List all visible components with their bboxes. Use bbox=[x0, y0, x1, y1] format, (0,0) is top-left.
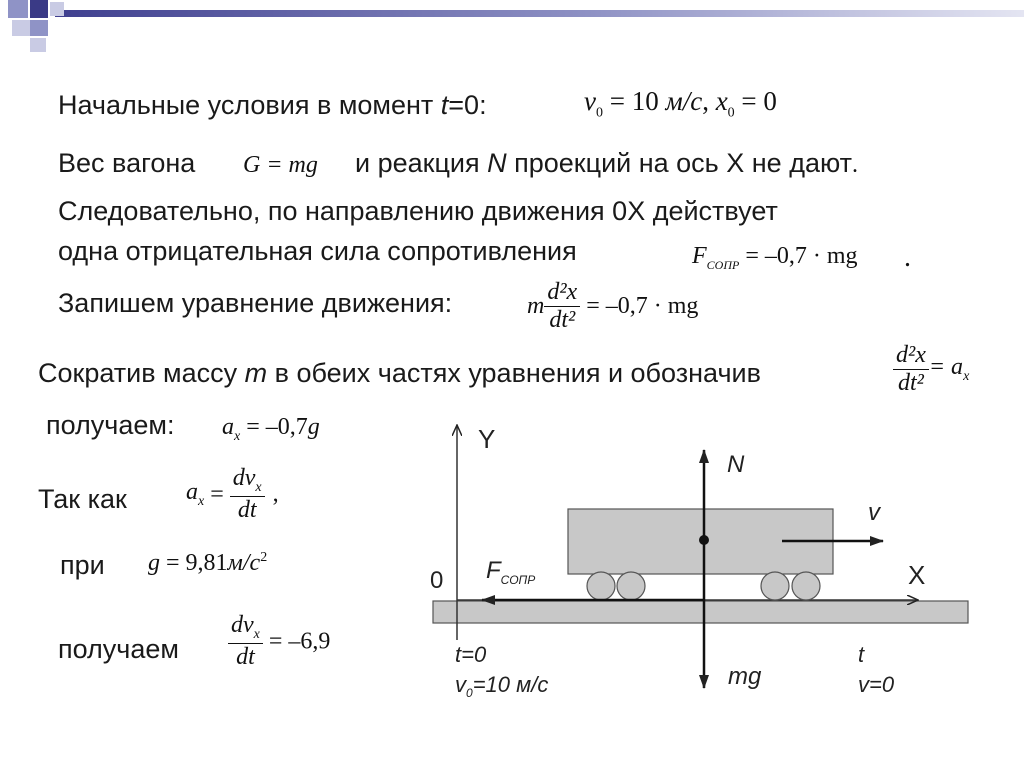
resistance-f: F bbox=[486, 557, 501, 584]
x-subscript: 0 bbox=[727, 105, 735, 121]
time-symbol: t bbox=[440, 90, 449, 120]
origin-label: 0 bbox=[430, 567, 444, 594]
wheel bbox=[617, 572, 645, 600]
unit-superscript: 2 bbox=[260, 550, 268, 565]
equals-sign: = bbox=[204, 481, 230, 508]
fraction-numerator: d²x bbox=[544, 280, 580, 307]
velocity-label: v bbox=[868, 499, 880, 526]
a-symbol: a bbox=[186, 479, 198, 506]
iv-v: v bbox=[455, 672, 466, 697]
x-symbol: x bbox=[715, 86, 728, 116]
resistance-force-label bbox=[486, 557, 535, 587]
time-value: =0 bbox=[448, 90, 480, 120]
mass-symbol: m bbox=[527, 293, 545, 320]
velocity-derivative-value: = –6,9 bbox=[262, 628, 331, 655]
a-subscript: x bbox=[198, 494, 205, 510]
since-label: Так как bbox=[38, 484, 127, 514]
equation-of-motion-label: Запишем уравнение движения: bbox=[58, 288, 453, 318]
formula-comma: , bbox=[702, 86, 716, 116]
normal-force-label: N bbox=[727, 451, 745, 478]
g-symbol: g bbox=[307, 414, 320, 440]
colon: : bbox=[479, 90, 487, 120]
consequently-text: Следовательно, по направлению движения 0X действует bbox=[58, 196, 778, 226]
weight-formula: G = mg bbox=[243, 152, 318, 178]
f-symbol: F bbox=[692, 243, 707, 269]
ground-rail bbox=[433, 601, 968, 623]
wheel bbox=[587, 572, 615, 600]
x0-value: = 0 bbox=[734, 86, 777, 116]
gravity-force-label: mg bbox=[728, 663, 762, 690]
a-symbol: a bbox=[222, 414, 234, 440]
gravity-unit: м/с bbox=[227, 550, 261, 576]
ax-symbol: = a bbox=[928, 354, 964, 381]
final-time-label: t bbox=[858, 642, 865, 667]
initial-time-label: t=0 bbox=[455, 642, 487, 667]
resistance-sub: СОПР bbox=[500, 573, 536, 587]
fraction-numerator: dv bbox=[231, 612, 254, 638]
numerator-subscript: x bbox=[255, 479, 262, 495]
final-velocity-label: v=0 bbox=[858, 672, 895, 697]
fraction-denominator: dt² bbox=[549, 307, 576, 334]
with-label: при bbox=[60, 550, 105, 580]
fraction-denominator: dt² bbox=[897, 370, 924, 397]
initial-conditions-label: Начальные условия в момент bbox=[58, 90, 441, 120]
y-axis-label: Y bbox=[478, 424, 496, 454]
sentence-dot: . bbox=[851, 152, 858, 178]
equation-rhs: = –0,7 · mg bbox=[580, 293, 699, 320]
v-subscript: 0 bbox=[595, 105, 603, 121]
wheel bbox=[761, 572, 789, 600]
acceleration-value: = –0,7 bbox=[240, 414, 308, 440]
numerator-subscript: x bbox=[253, 626, 260, 642]
n-symbol: N bbox=[487, 148, 507, 178]
formula-comma: , bbox=[272, 481, 279, 508]
projection-text: проекций на ось X не дают bbox=[506, 148, 852, 178]
a-subscript: x bbox=[234, 428, 241, 444]
gravity-value: = 9,81 bbox=[160, 550, 228, 576]
fraction-denominator: dt bbox=[236, 644, 255, 671]
we-get-label: получаем: bbox=[46, 410, 175, 440]
v0-value: = 10 bbox=[602, 86, 666, 116]
initial-velocity-label bbox=[455, 672, 548, 700]
g-symbol: g bbox=[148, 550, 160, 576]
mass-symbol-2: m bbox=[244, 358, 268, 388]
center-of-mass bbox=[699, 535, 709, 545]
v-symbol: v bbox=[584, 86, 596, 116]
iv-sub: 0 bbox=[466, 686, 473, 700]
resistance-dot: . bbox=[904, 242, 911, 273]
both-sides-text: в обеих частях уравнения и обозначив bbox=[267, 358, 761, 388]
wagon-weight-label: Вес вагона bbox=[58, 148, 196, 178]
fraction-denominator: dt bbox=[237, 497, 257, 524]
reaction-label: и реакция bbox=[355, 148, 488, 178]
fraction-numerator: d²x bbox=[893, 343, 929, 370]
reduce-mass-label: Сократив массу bbox=[38, 358, 245, 388]
fraction-numerator: dv bbox=[232, 465, 256, 491]
ax-subscript: x bbox=[963, 369, 970, 385]
iv-val: =10 м/с bbox=[472, 672, 549, 697]
v0-unit: м/с bbox=[665, 86, 703, 116]
we-get-label-2: получаем bbox=[58, 634, 179, 664]
x-axis-label: X bbox=[908, 560, 926, 590]
resistance-force-text: одна отрицательная сила сопротивления bbox=[58, 236, 577, 266]
f-subscript: СОПР bbox=[706, 257, 740, 272]
wheel bbox=[792, 572, 820, 600]
resistance-value: = –0,7 · mg bbox=[739, 243, 858, 269]
